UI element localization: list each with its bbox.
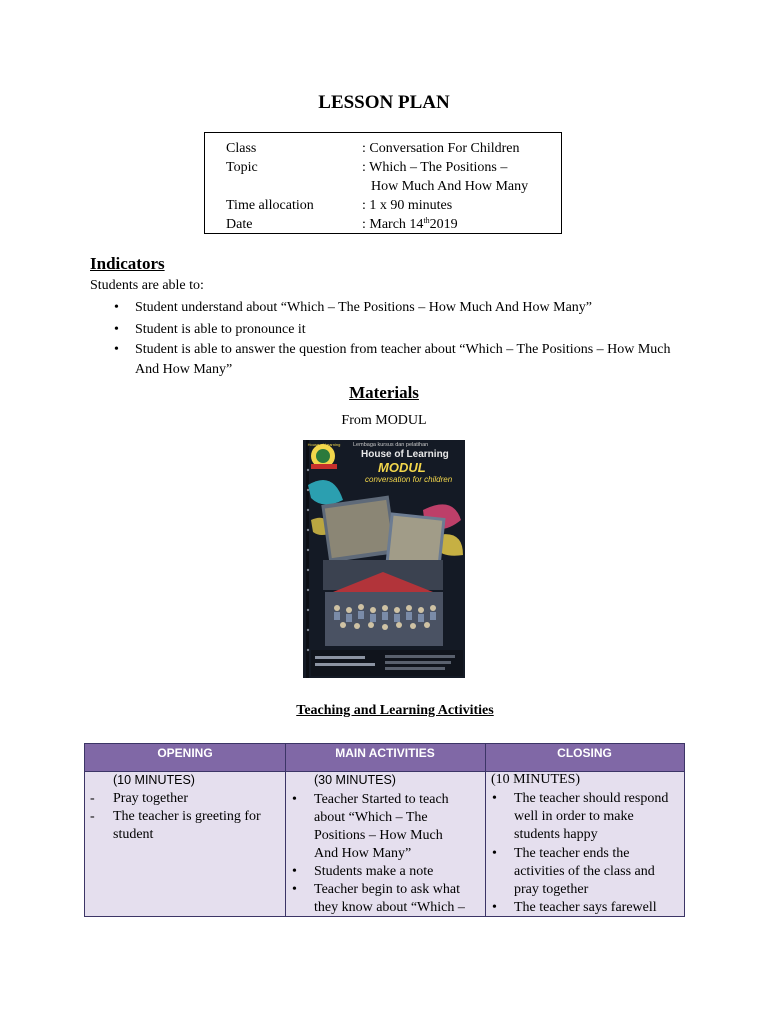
topic-value: : Which – The Positions – — [362, 160, 508, 175]
bullet-icon: • — [114, 342, 119, 357]
closing-item: The teacher should respond well in order to make students happy — [514, 791, 669, 842]
info-row-time — [226, 196, 556, 215]
date-value: : March 14th2019 — [362, 216, 458, 232]
date-label: Date — [226, 217, 253, 232]
materials-heading: Materials — [349, 383, 419, 402]
time-allocation-value: : 1 x 90 minutes — [362, 198, 453, 213]
topic-label: Topic — [226, 160, 258, 175]
module-book-cover-photo — [303, 440, 465, 678]
info-row-date — [226, 215, 556, 234]
indicator-item: Student understand about “Which – The Positions – How Much And How Many” — [135, 300, 593, 315]
topic-value-continued: How Much And How Many — [371, 179, 529, 194]
activities-heading: Teaching and Learning Activities — [296, 703, 494, 718]
bullet-icon: • — [492, 846, 497, 861]
dash-marker: - — [90, 791, 95, 806]
info-row-topic — [226, 158, 556, 177]
bullet-icon: • — [114, 300, 119, 315]
bullet-icon: • — [492, 900, 497, 915]
book-logo-text: House of Learning — [307, 442, 341, 447]
bullet-icon: • — [292, 864, 297, 879]
table-header-opening: OPENING — [85, 744, 285, 771]
indicator-item: Student is able to answer the question from teacher about “Which – The Positions – How Much And How Many” — [135, 342, 671, 377]
main-activities-item: Teacher begin to ask what they know about “Which – — [314, 882, 465, 915]
lesson-info-box — [204, 132, 562, 234]
main-activities-cell — [286, 771, 485, 916]
book-title: House of Learning — [361, 449, 449, 460]
indicators-heading: Indicators — [90, 254, 165, 273]
book-subtitle: conversation for children — [365, 475, 453, 484]
table-header-closing: CLOSING — [485, 744, 684, 771]
class-value: : Conversation For Children — [362, 141, 520, 156]
book-small-title: Lembaga kursus dan pelatihan — [353, 442, 429, 448]
opening-duration: (10 MINUTES) — [113, 773, 195, 787]
class-label: Class — [226, 141, 257, 156]
bullet-icon: • — [292, 792, 297, 807]
closing-cell — [486, 771, 684, 916]
main-activities-duration: (30 MINUTES) — [314, 773, 396, 787]
opening-item: Pray together — [113, 791, 189, 806]
dash-marker: - — [90, 809, 95, 824]
main-activities-item: Teacher Started to teach about “Which – The Positions – How Much And How Many” — [314, 792, 449, 861]
info-row-topic-cont — [226, 177, 556, 196]
info-row-class — [226, 139, 556, 158]
indicator-item: Student is able to pronounce it — [135, 322, 306, 337]
activities-table — [84, 743, 685, 917]
opening-cell — [85, 771, 285, 916]
bullet-icon: • — [114, 322, 119, 337]
materials-source: From MODUL — [341, 413, 427, 428]
page-title: LESSON PLAN — [318, 92, 450, 113]
closing-item: The teacher says farewell — [514, 900, 657, 915]
bullet-icon: • — [492, 791, 497, 806]
indicators-intro: Students are able to: — [90, 278, 204, 293]
closing-item: The teacher ends the activities of the class and pray together — [514, 846, 655, 897]
time-allocation-label: Time allocation — [226, 198, 314, 213]
opening-item: The teacher is greeting for student — [113, 809, 261, 842]
closing-duration: (10 MINUTES) — [491, 772, 581, 787]
book-modul-label: MODUL — [378, 460, 426, 475]
main-activities-item: Students make a note — [314, 864, 434, 879]
table-header-main-activities: MAIN ACTIVITIES — [285, 744, 485, 771]
bullet-icon: • — [292, 882, 297, 897]
